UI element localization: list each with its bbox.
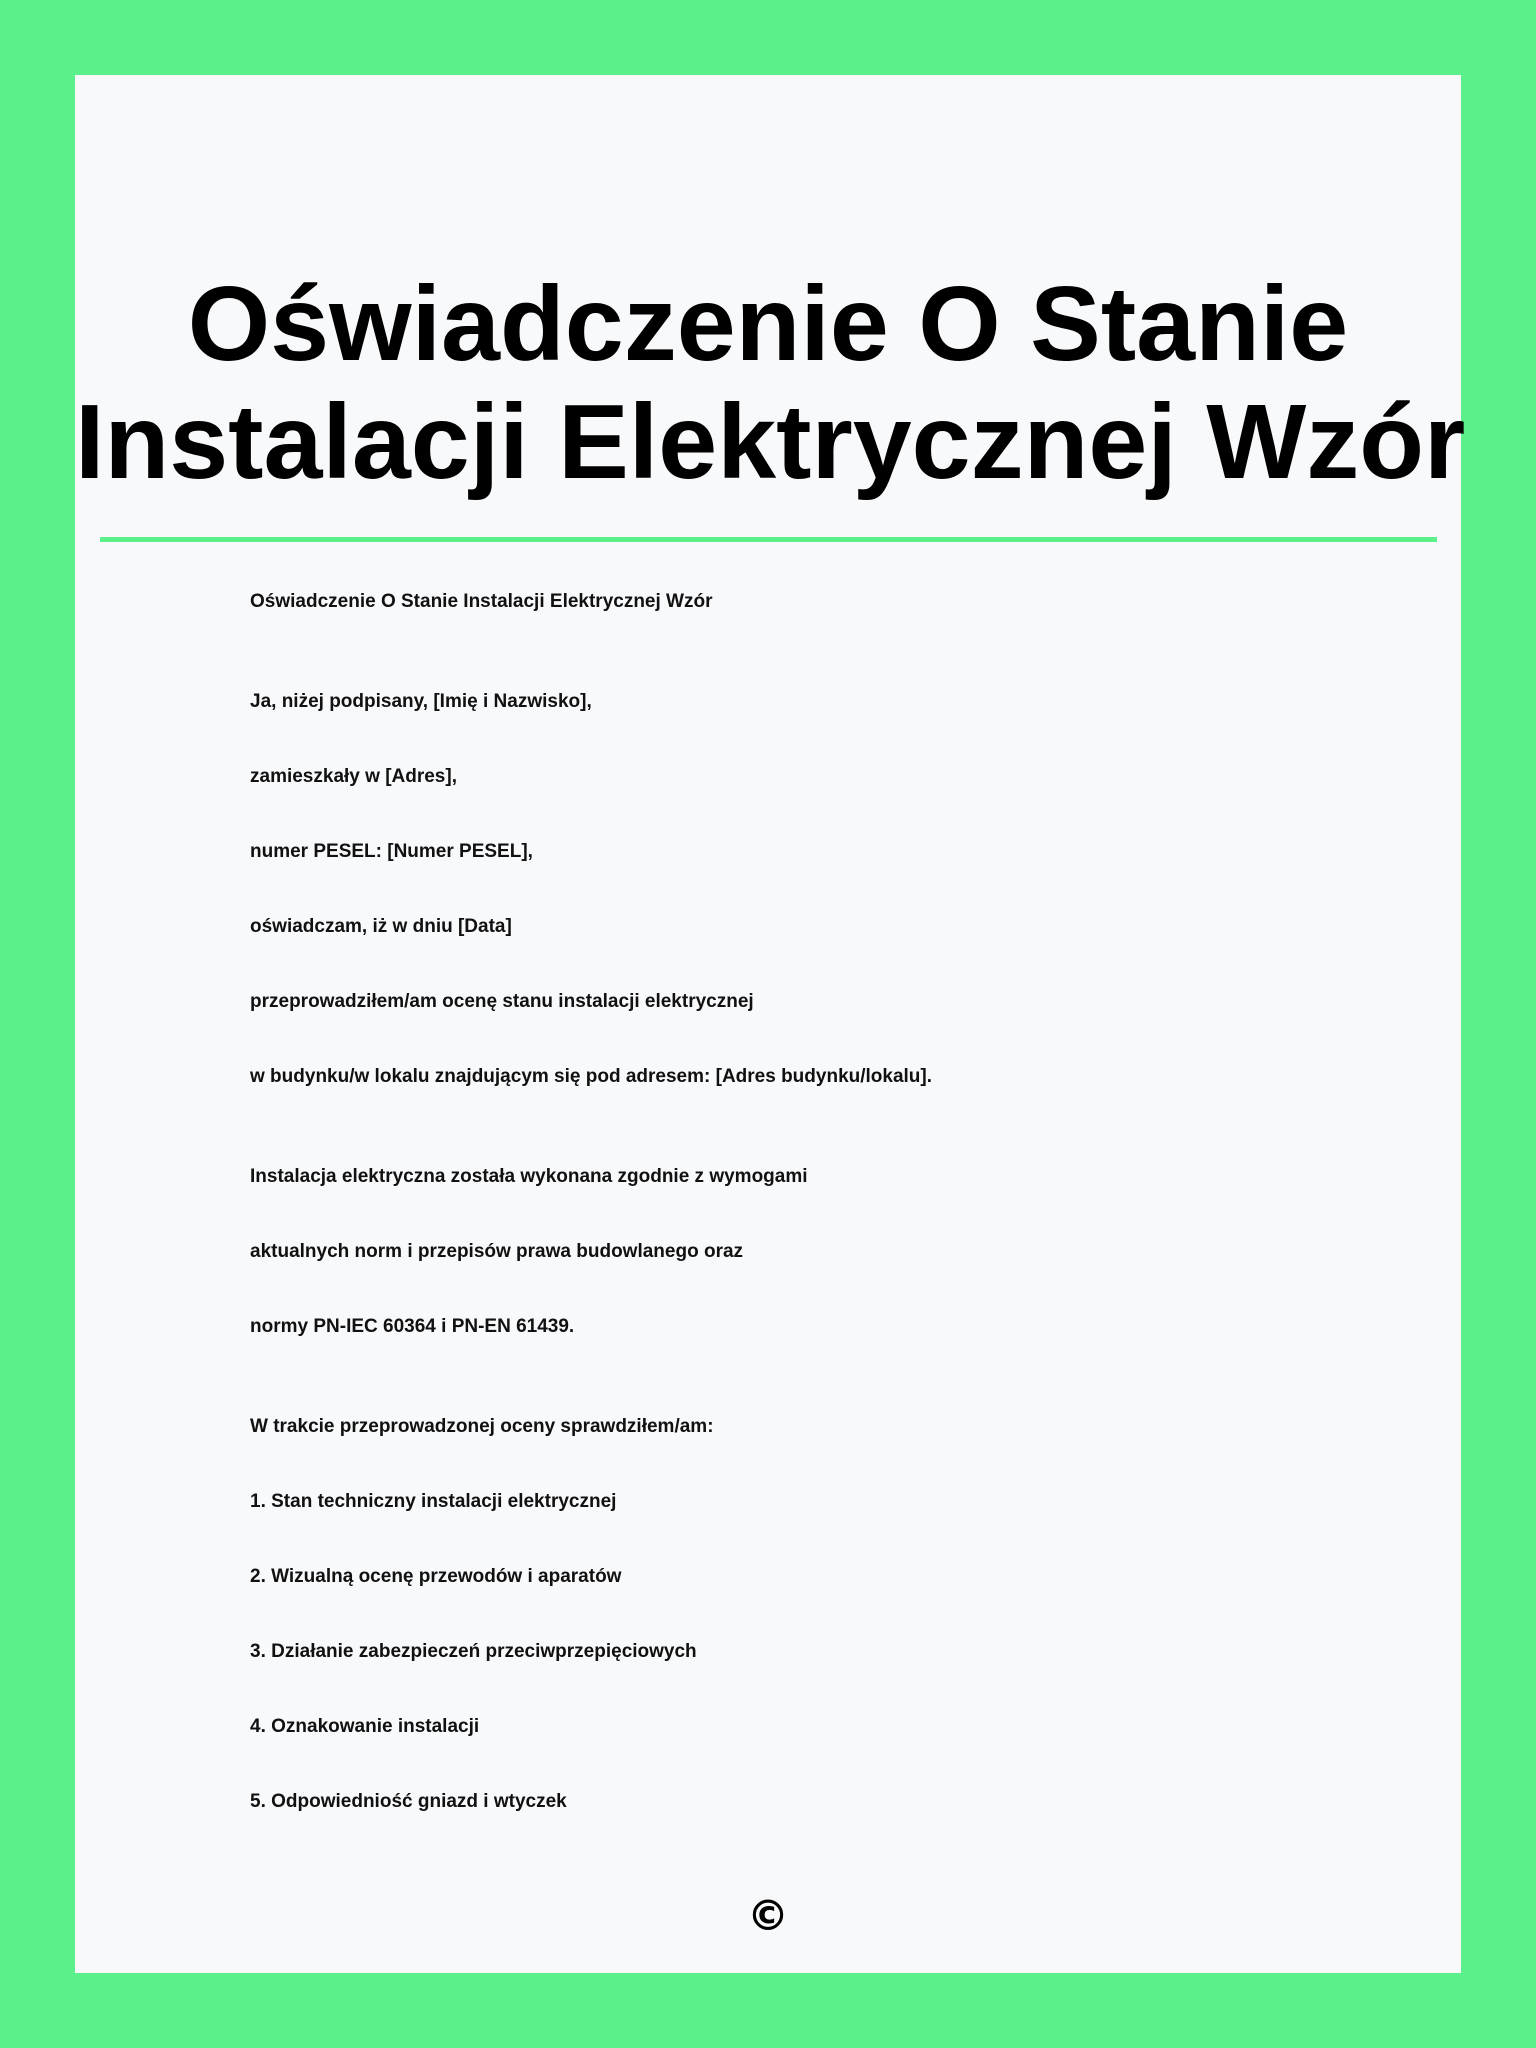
checklist-intro: W trakcie przeprowadzonej oceny sprawdziłem/am: <box>250 1416 714 1437</box>
paragraph-1-line: w budynku/w lokalu znajdującym się pod adresem: [Adres budynku/lokalu]. <box>250 1066 933 1087</box>
document-title-line-1: Oświadczenie O Stanie <box>187 265 1349 383</box>
paragraph-1-line: numer PESEL: [Numer PESEL], <box>250 841 533 862</box>
paragraph-2-line: Instalacja elektryczna została wykonana zgodnie z wymogami <box>250 1166 808 1187</box>
paragraph-2-line: aktualnych norm i przepisów prawa budowlanego oraz <box>250 1241 744 1262</box>
title-divider <box>100 537 1437 542</box>
paragraph-2-line: normy PN-IEC 60364 i PN-EN 61439. <box>250 1316 575 1337</box>
document-subtitle: Oświadczenie O Stanie Instalacji Elektrycznej Wzór <box>250 591 713 612</box>
checklist-item: 2. Wizualną ocenę przewodów i aparatów <box>250 1566 622 1587</box>
copyright-icon: © <box>747 1891 789 1940</box>
document-title-line-2: Instalacji Elektrycznej Wzór <box>75 383 1466 501</box>
checklist-item: 4. Oznakowanie instalacji <box>250 1716 480 1737</box>
checklist-item: 3. Działanie zabezpieczeń przeciwprzepięciowych <box>250 1641 697 1662</box>
paragraph-1-line: oświadczam, iż w dniu [Data] <box>250 916 512 937</box>
checklist-item: 5. Odpowiedniość gniazd i wtyczek <box>250 1791 567 1812</box>
checklist-item: 1. Stan techniczny instalacji elektrycznej <box>250 1491 617 1512</box>
document-card <box>75 75 1466 1973</box>
paragraph-1-line: zamieszkały w [Adres], <box>250 766 457 787</box>
paragraph-1-line: przeprowadziłem/am ocenę stanu instalacji elektrycznej <box>250 991 754 1012</box>
paragraph-1-line: Ja, niżej podpisany, [Imię i Nazwisko], <box>250 691 592 712</box>
